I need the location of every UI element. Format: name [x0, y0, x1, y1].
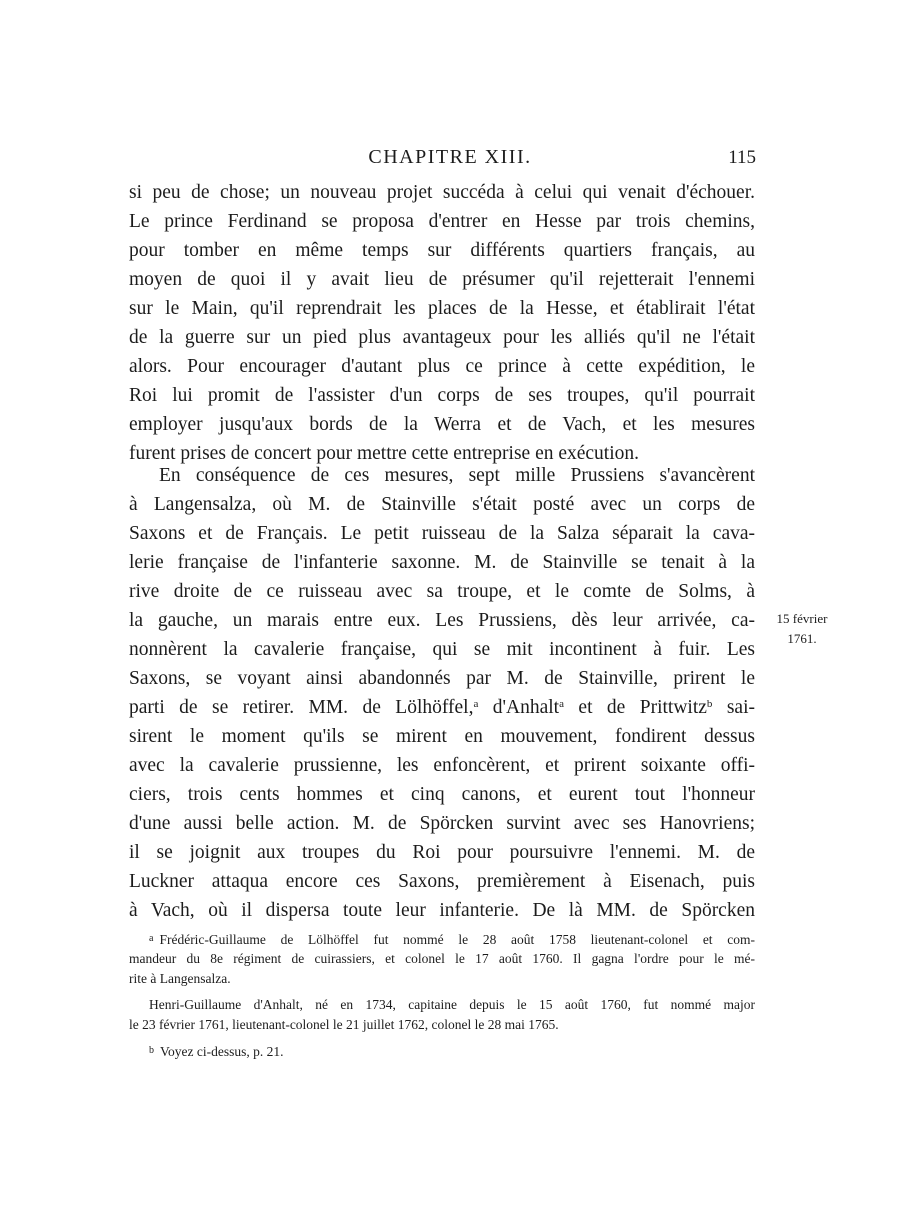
margin-note-year: 1761. — [787, 631, 817, 646]
text-line: à Vach, où il dispersa toute leur infanterie. De là MM. de Spörcken — [129, 900, 755, 921]
footnote-ref-a: a — [559, 698, 564, 710]
text-line: d'une aussi belle action. M. de Spörcken survint avec ses Hanovriens; — [129, 813, 755, 834]
text-line: alors. Pour encourager d'autant plus ce prince à cette expédition, le — [129, 356, 755, 377]
margin-date-note — [762, 609, 842, 649]
text-line: si peu de chose; un nouveau projet succéda à celui qui venait d'échouer. — [129, 182, 755, 203]
footnote-ref-a: a — [473, 698, 479, 710]
footnote-b-line — [129, 1041, 755, 1061]
chapter-title: CHAPITRE XIII. — [368, 146, 532, 168]
footnote-a-line: mandeur du 8e régiment de cuirassiers, et colonel le 17 août 1760. Il gagna l'ordre pour le mé- — [129, 951, 755, 966]
text-line: Le prince Ferdinand se proposa d'entrer en Hesse par trois chemins, — [129, 211, 755, 232]
text-line: Roi lui promit de l'assister d'un corps de ses troupes, qu'il pourrait — [129, 385, 755, 406]
text-line: la gauche, un marais entre eux. Les Prussiens, dès leur arrivée, ca- — [129, 610, 755, 631]
footnote-ref-b: b — [706, 698, 713, 710]
text-line: nonnèrent la cavalerie française, qui se mit incontinent à fuir. Les — [129, 639, 755, 660]
paragraph-2 — [129, 461, 755, 925]
text-line: rive droite de ce ruisseau avec sa troupe, et le comte de Solms, à — [129, 581, 755, 602]
footnote-a-line — [129, 929, 755, 949]
paragraph-1 — [129, 178, 755, 468]
text-line-with-footnote-refs — [129, 693, 755, 722]
footnote-a2-line: Henri-Guillaume d'Anhalt, né en 1734, capitaine depuis le 15 août 1760, fut nommé major — [149, 997, 755, 1012]
text-segment: et de Prittwitz — [564, 697, 707, 718]
text-line: En conséquence de ces mesures, sept mille Prussiens s'avancèrent — [159, 465, 755, 486]
footnote-a2-line: le 23 février 1761, lieutenant-colonel le 21 juillet 1762, colonel le 28 mai 1765. — [129, 1017, 559, 1032]
footnote-a-line: rite à Langensalza. — [129, 971, 231, 986]
text-line: Luckner attaqua encore ces Saxons, premièrement à Eisenach, puis — [129, 871, 755, 892]
text-line: lerie française de l'infanterie saxonne. M. de Stainville se tenait à la — [129, 552, 755, 573]
text-line: ciers, trois cents hommes et cinq canons, et eurent tout l'honneur — [129, 784, 755, 805]
text-line: sirent le moment qu'ils se mirent en mouvement, fondirent dessus — [129, 726, 755, 747]
text-line: à Langensalza, où M. de Stainville s'était posté avec un corps de — [129, 494, 755, 515]
page-number: 115 — [728, 147, 756, 168]
text-line: pour tomber en même temps sur différents quartiers français, au — [129, 240, 755, 261]
text-line: Saxons et de Français. Le petit ruisseau de la Salza séparait la cava- — [129, 523, 755, 544]
footnote-marker-a: a — [149, 933, 154, 944]
text-line: de la guerre sur un pied plus avantageux pour les alliés qu'il ne l'était — [129, 327, 755, 348]
text-segment: d'Anhalt — [478, 697, 560, 718]
footnote-text: Voyez ci-dessus, p. 21. — [160, 1044, 284, 1059]
text-segment: sai- — [712, 697, 755, 718]
margin-note-day: 15 février — [776, 611, 828, 626]
text-line: furent prises de concert pour mettre cette entreprise en exécution. — [129, 443, 640, 464]
text-line: sur le Main, qu'il reprendrait les places de la Hesse, et établirait l'état — [129, 298, 755, 319]
text-line: il se joignit aux troupes du Roi pour poursuivre l'ennemi. M. de — [129, 842, 755, 863]
text-line: avec la cavalerie prussienne, les enfoncèrent, et prirent soixante offi- — [129, 755, 755, 776]
text-line: Saxons, se voyant ainsi abandonnés par M. de Stainville, prirent le — [129, 668, 755, 689]
text-line: employer jusqu'aux bords de la Werra et de Vach, et les mesures — [129, 414, 755, 435]
footnotes — [129, 929, 755, 1061]
footnote-text: Frédéric-Guillaume de Lölhöffel fut nommé le 28 août 1758 lieutenant-colonel et com- — [159, 932, 755, 947]
text-line: moyen de quoi il y avait lieu de présumer qu'il rejetterait l'ennemi — [129, 269, 755, 290]
footnote-marker-b: b — [149, 1045, 154, 1056]
text-segment: parti de se retirer. MM. de Lölhöffel, — [129, 697, 474, 718]
